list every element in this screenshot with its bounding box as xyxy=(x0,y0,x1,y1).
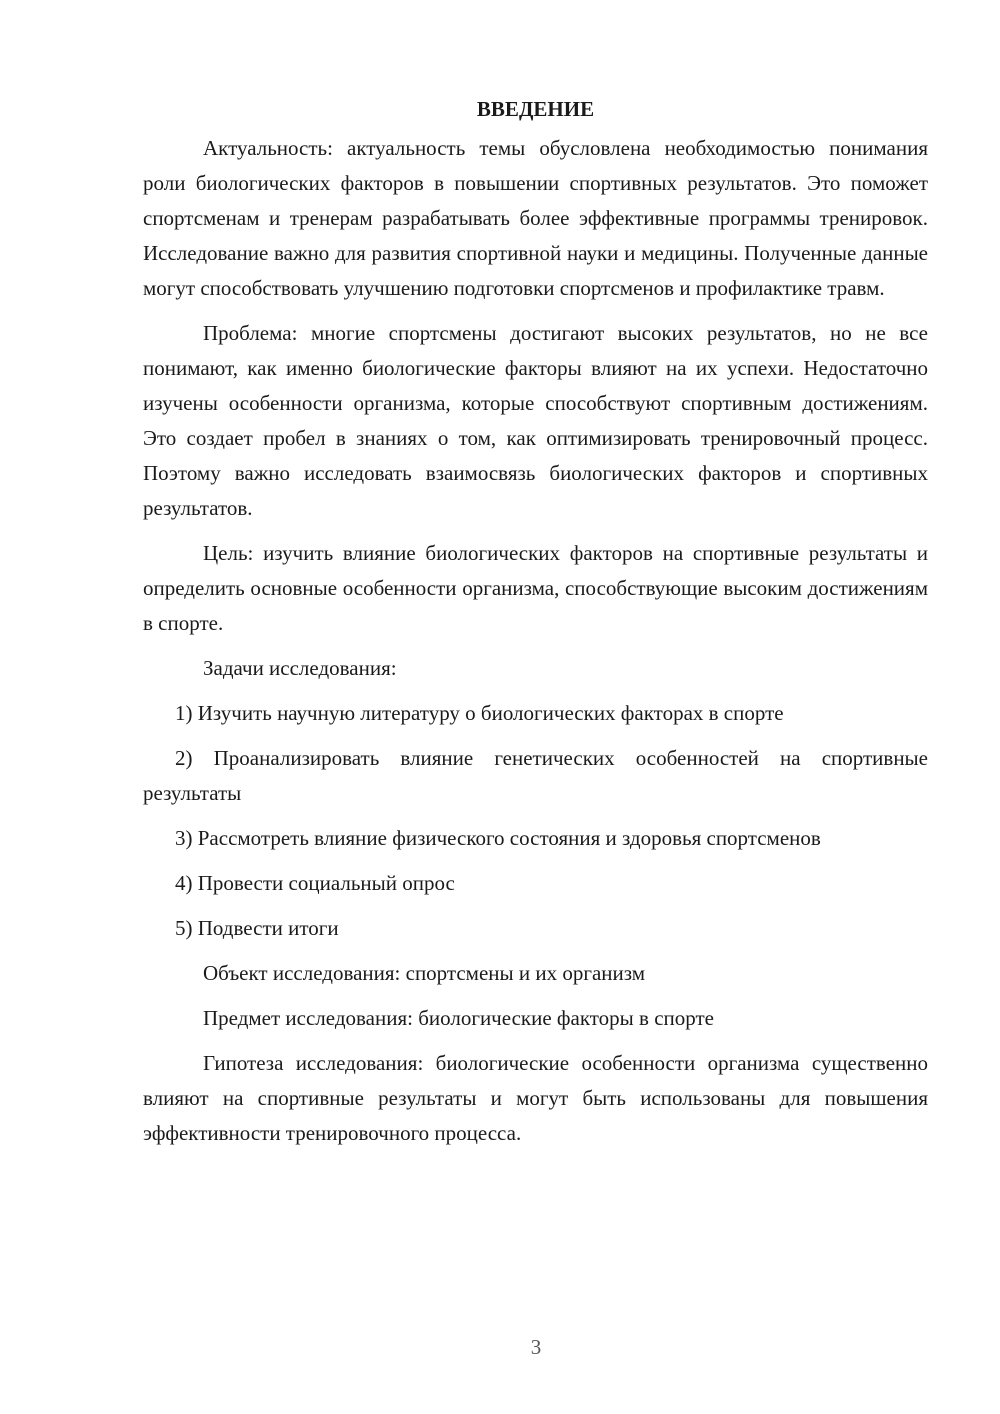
goal-paragraph: Цель: изучить влияние биологических факторов на спортивные результаты и определить основные особенности организма, способствующие высоким достижениям в спорте. xyxy=(143,541,928,635)
page-title: ВВЕДЕНИЕ xyxy=(476,97,595,121)
research-subject: Предмет исследования: биологические факторы в спорте xyxy=(203,1006,714,1030)
document-page xyxy=(143,92,928,1161)
problem-paragraph: Проблема: многие спортсмены достигают высоких результатов, но не все понимают, как именно биологические факторы влияют на их успехи. Недостаточно изучены особенности организма, которые способствуют спортивным достижениям. Это создает пробел в знаниях о том, как оптимизировать тренировочный процесс. Поэтому важно исследовать взаимосвязь биологических факторов и спортивных результатов. xyxy=(143,321,928,520)
task-item-3: 3) Рассмотреть влияние физического состояния и здоровья спортсменов xyxy=(175,826,821,850)
relevance-paragraph: Актуальность: актуальность темы обусловлена необходимостью понимания роли биологических факторов в повышении спортивных результатов. Это поможет спортсменам и тренерам разрабатывать более эффективные программы тренировок. Исследование важно для развития спортивной науки и медицины. Полученные данные могут способствовать улучшению подготовки спортсменов и профилактике травм. xyxy=(143,136,928,300)
task-item-5: 5) Подвести итоги xyxy=(175,916,339,940)
page-number: 3 xyxy=(530,1335,542,1359)
research-object: Объект исследования: спортсмены и их организм xyxy=(203,961,646,985)
task-item-1: 1) Изучить научную литературу о биологических факторах в спорте xyxy=(175,701,784,725)
task-item-4: 4) Провести социальный опрос xyxy=(175,871,455,895)
task-item-2: 2) Проанализировать влияние генетических особенностей на спортивные результаты xyxy=(143,746,928,805)
research-hypothesis: Гипотеза исследования: биологические особенности организма существенно влияют на спортивные результаты и могут быть использованы для повышения эффективности тренировочного процесса. xyxy=(143,1051,928,1145)
tasks-heading: Задачи исследования: xyxy=(203,656,397,680)
